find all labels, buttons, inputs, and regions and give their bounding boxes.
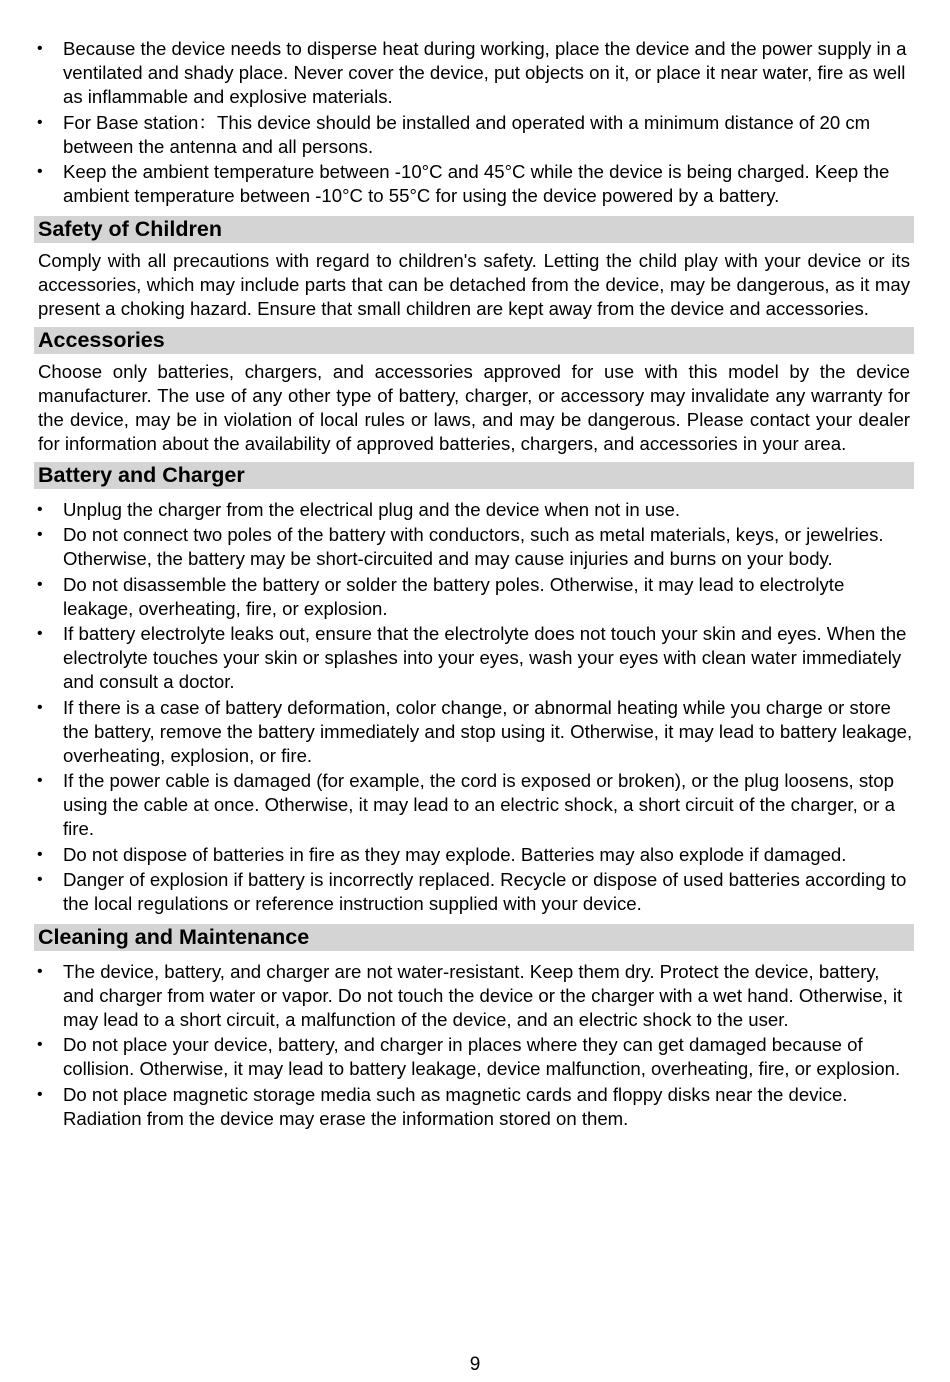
- accessories-paragraph: Choose only batteries, chargers, and accessories approved for use with this model by the device manufacturer. The use of any other type of battery, charger, or accessory may invalidate any warranty for the device, may be in violation of local rules or laws, and may be dangerous. Please contact your dealer for information about the availability of approved batteries, chargers, and accessories in your area.: [38, 360, 910, 454]
- bullet-icon: •: [37, 698, 43, 716]
- bullet-icon: •: [37, 40, 43, 57]
- list-item-text: If battery electrolyte leaks out, ensure that the electrolyte does not touch your skin and eyes. When the electrolyte touches your skin or splashes into your eyes, wash your eyes with clean water immediately and consult a doctor.: [63, 623, 907, 692]
- list-item: [34, 111, 914, 159]
- bullet-icon: •: [37, 772, 43, 789]
- list-item-text: Do not connect two poles of the battery with conductors, such as metal materials, keys, or jewelries. Otherwise, the battery may be short-circuited and may cause injuries and burns on your body.: [63, 524, 884, 569]
- section-heading-accessories: Accessories: [34, 327, 914, 354]
- bullet-icon: •: [37, 1036, 43, 1053]
- bullet-icon: •: [37, 113, 43, 131]
- bullet-icon: •: [37, 500, 43, 518]
- list-item: [34, 573, 914, 621]
- list-item-text: Keep the ambient temperature between -10°C and 45°C while the device is being charged. Keep the ambient temperature between -10°C to 55°C for using the device powered by a battery.: [63, 161, 890, 206]
- intro-bullet-list: [34, 37, 914, 208]
- list-item-text: Do not dispose of batteries in fire as they may explode. Batteries may also explode if damaged.: [63, 843, 847, 865]
- section-heading-safety-of-children: Safety of Children: [34, 216, 914, 243]
- bullet-icon: •: [37, 1085, 43, 1103]
- list-item: [34, 843, 914, 867]
- list-item: [34, 37, 914, 109]
- list-item: [34, 498, 914, 522]
- bullet-icon: •: [37, 163, 43, 180]
- list-item: [34, 1033, 914, 1081]
- section-heading-cleaning-and-maintenance: Cleaning and Maintenance: [34, 924, 914, 951]
- page-number: 9: [469, 1354, 481, 1375]
- list-item-text: The device, battery, and charger are not water-resistant. Keep them dry. Protect the device, battery, and charger from water or vapor. Do not touch the device or the charger with a wet hand. Otherwise, it may lead to a short circuit, a malfunction of the device, and an electric shock to the user.: [63, 960, 903, 1030]
- list-item: [34, 769, 914, 841]
- cleaning-bullet-list: [34, 960, 914, 1131]
- list-item-text: Do not place magnetic storage media such as magnetic cards and floppy disks near the device. Radiation from the device may erase the information stored on them.: [63, 1083, 848, 1129]
- list-item: [34, 868, 914, 916]
- document-page: [34, 37, 914, 1132]
- safety-of-children-paragraph: Comply with all precautions with regard to children's safety. Letting the child play with your device or its accessories, which may include parts that can be detached from the device, may be dangerous, as it may present a choking hazard. Ensure that small children are kept away from the device and accessories.: [38, 249, 910, 319]
- list-item-text: If the power cable is damaged (for example, the cord is exposed or broken), or the plug loosens, stop using the cable at once. Otherwise, it may lead to an electric shock, a short circuit of the charger, or a fire.: [63, 770, 895, 839]
- list-item-text: Because the device needs to disperse heat during working, place the device and the power supply in a ventilated and shady place. Never cover the device, put objects on it, or place it near water, fire as well as inflammable and explosive materials.: [63, 38, 907, 107]
- battery-bullet-list: [34, 498, 914, 917]
- list-item-text: For Base station：This device should be installed and operated with a minimum distance of 20 cm between the antenna and all persons.: [63, 111, 871, 157]
- list-item: [34, 523, 914, 571]
- list-item-text: If there is a case of battery deformation, color change, or abnormal heating while you charge or store the battery, remove the battery immediately and stop using it. Otherwise, it may lead to battery leakage, overheating, explosion, or fire.: [63, 696, 913, 766]
- list-item: [34, 160, 914, 208]
- list-item: [34, 960, 914, 1032]
- bullet-icon: •: [37, 845, 43, 863]
- bullet-icon: •: [37, 871, 43, 888]
- list-item-text: Do not place your device, battery, and charger in places where they can get damaged because of collision. Otherwise, it may lead to battery leakage, device malfunction, overheating, fire, or explosion.: [63, 1034, 901, 1079]
- list-item-text: Unplug the charger from the electrical plug and the device when not in use.: [63, 498, 681, 520]
- bullet-icon: •: [37, 625, 43, 642]
- list-item: [34, 696, 914, 768]
- bullet-icon: •: [37, 962, 43, 980]
- list-item-text: Do not disassemble the battery or solder the battery poles. Otherwise, it may lead to electrolyte leakage, overheating, fire, or explosion.: [63, 573, 845, 619]
- bullet-icon: •: [37, 575, 43, 593]
- bullet-icon: •: [37, 526, 43, 543]
- section-heading-battery-and-charger: Battery and Charger: [34, 462, 914, 489]
- list-item: [34, 1083, 914, 1131]
- list-item: [34, 622, 914, 694]
- list-item-text: Danger of explosion if battery is incorrectly replaced. Recycle or dispose of used batteries according to the local regulations or reference instruction supplied with your device.: [63, 869, 907, 914]
